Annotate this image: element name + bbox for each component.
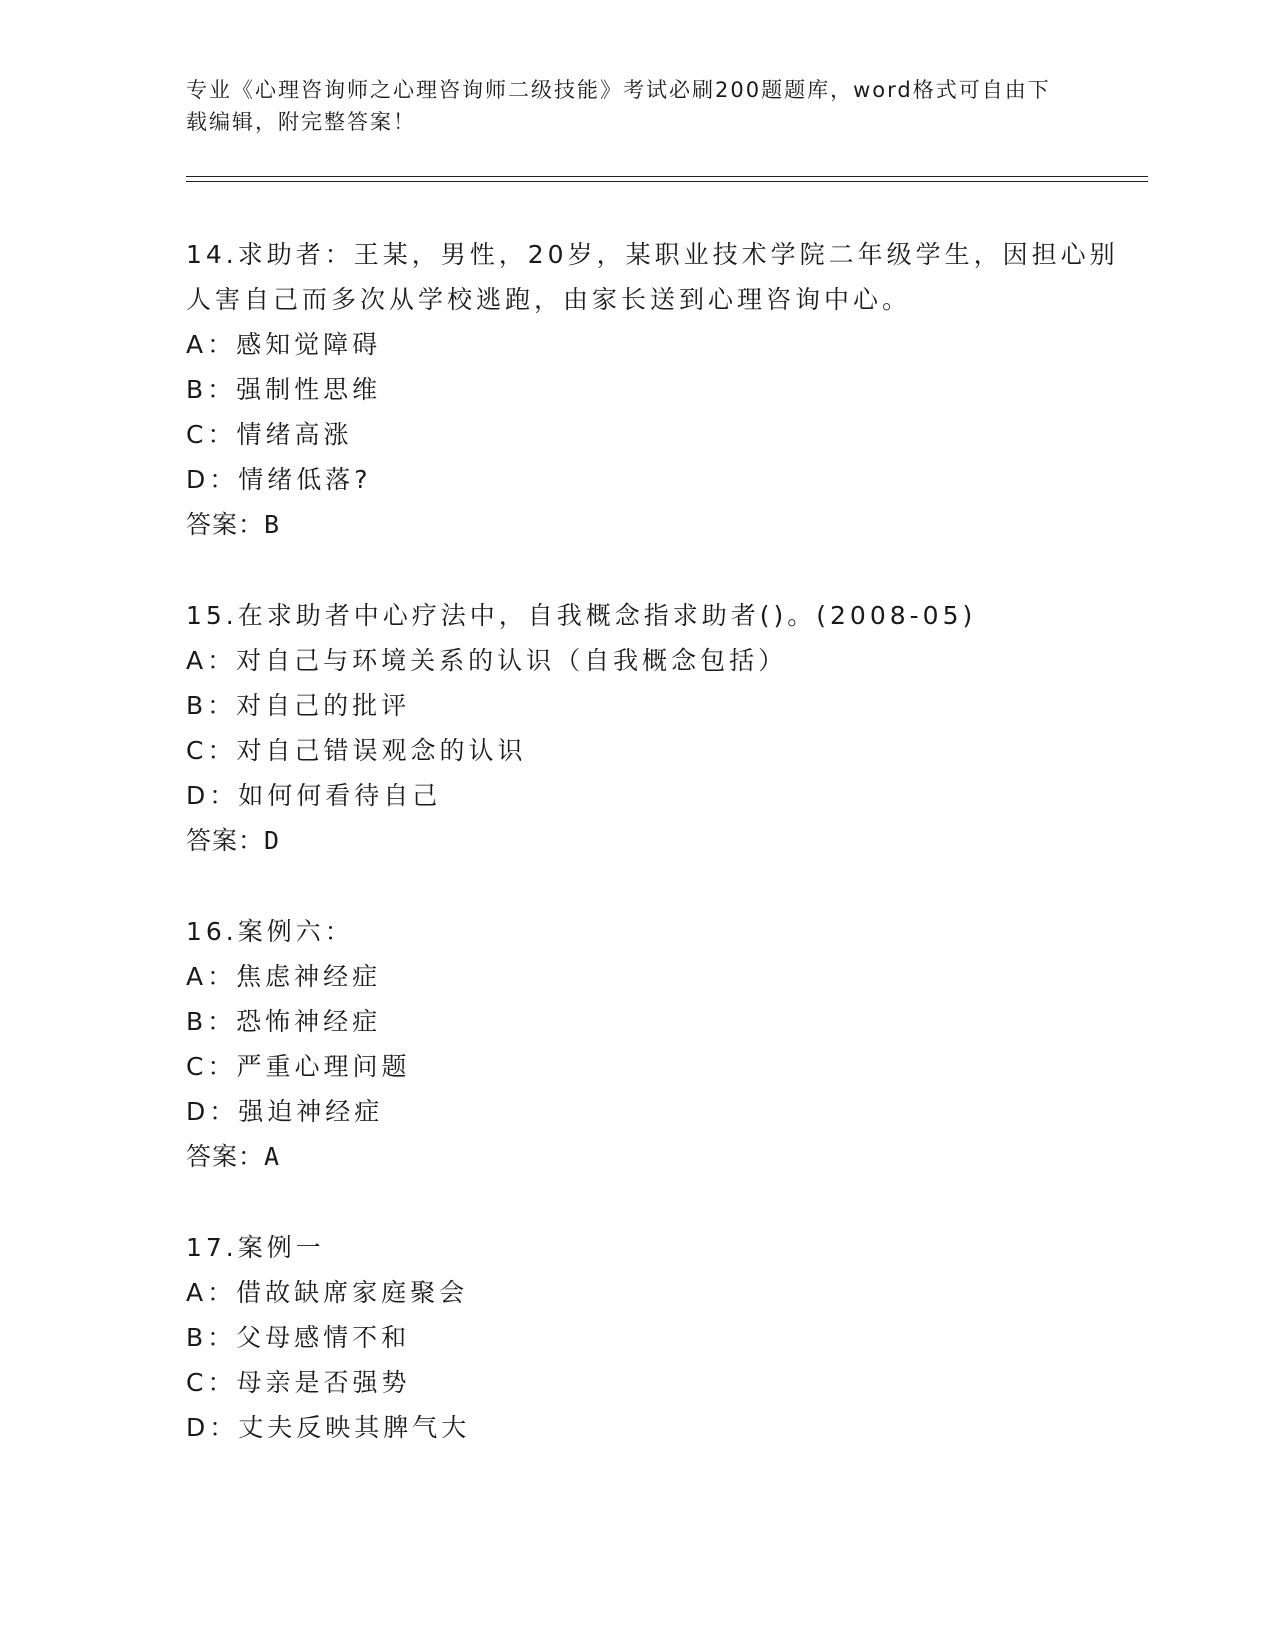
option-b: B：对自己的批评 (186, 691, 411, 720)
answer-value: D (264, 826, 281, 855)
option-a: A：焦虑神经症 (186, 962, 382, 991)
option-c: C：情绪高涨 (186, 420, 353, 449)
question-stem: 15.在求助者中心疗法中，自我概念指求助者()。(2008-05) (186, 601, 977, 630)
question-16 (186, 909, 1126, 1179)
option-b: B：强制性思维 (186, 375, 382, 404)
question-stem: 17.案例一 (186, 1233, 325, 1262)
option-b: B：恐怖神经症 (186, 1007, 382, 1036)
question-15 (186, 593, 1126, 863)
option-a: A：对自己与环境关系的认识（自我概念包括） (186, 646, 788, 675)
header-divider (186, 176, 1148, 182)
option-c: C：母亲是否强势 (186, 1368, 411, 1397)
option-c: C：对自己错误观念的认识 (186, 736, 527, 765)
question-list (186, 232, 1126, 1496)
answer-line (186, 818, 1126, 863)
option-d: D：如何何看待自己 (186, 781, 442, 810)
question-17 (186, 1225, 1126, 1450)
option-a: A：借故缺席家庭聚会 (186, 1278, 469, 1307)
answer-value: B (264, 510, 281, 539)
answer-line (186, 502, 1126, 547)
answer-label: 答案： (186, 510, 265, 539)
option-d: D：强迫神经症 (186, 1097, 384, 1126)
option-d: D：情绪低落? (186, 465, 372, 494)
option-a: A：感知觉障碍 (186, 330, 382, 359)
document-header: 专业《心理咨询师之心理咨询师二级技能》考试必刷200题题库，word格式可自由下载编辑，附完整答案！ (186, 78, 1051, 134)
question-14 (186, 232, 1126, 547)
answer-label: 答案： (186, 826, 265, 855)
option-c: C：严重心理问题 (186, 1052, 411, 1081)
question-stem: 16.案例六： (186, 917, 354, 946)
answer-label: 答案： (186, 1142, 265, 1171)
option-d: D：丈夫反映其脾气大 (186, 1413, 471, 1442)
option-b: B：父母感情不和 (186, 1323, 411, 1352)
answer-value: A (264, 1142, 281, 1171)
question-stem: 14.求助者：王某，男性，20岁，某职业技术学院二年级学生，因担心别人害自己而多次从学校逃跑，由家长送到心理咨询中心。 (186, 240, 1119, 314)
answer-line (186, 1134, 1126, 1179)
